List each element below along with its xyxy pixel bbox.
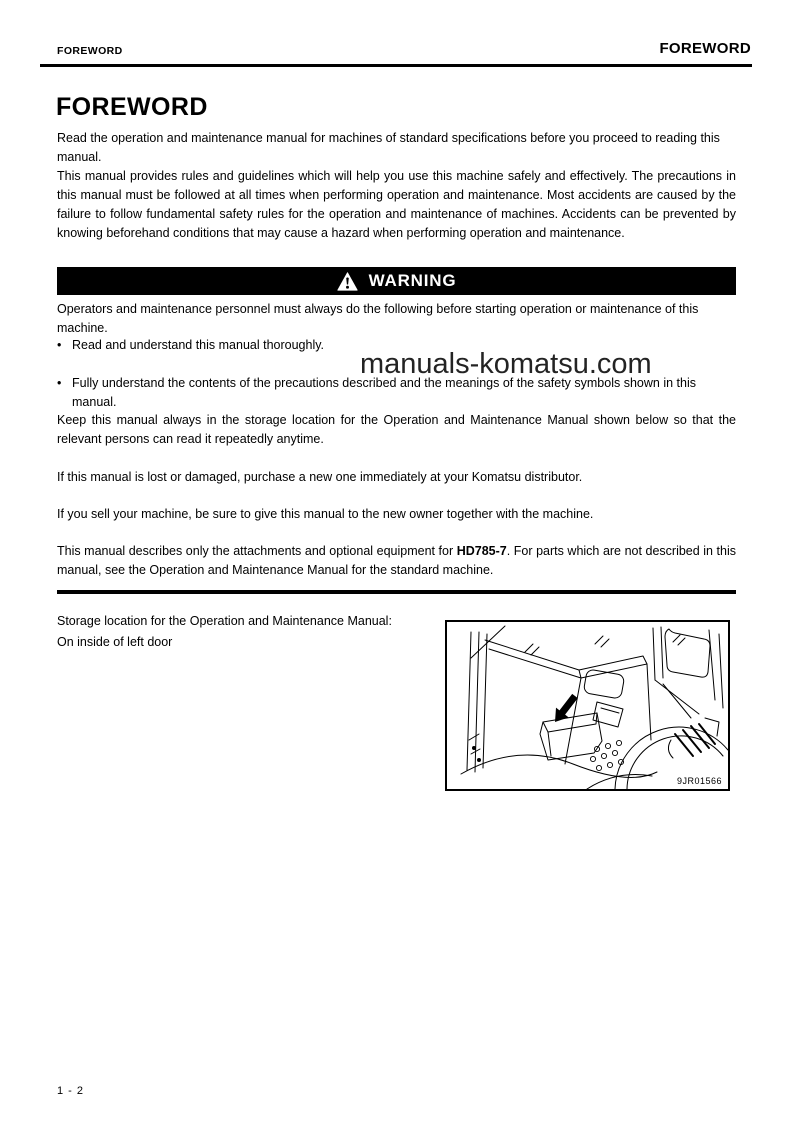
note-text-before: This manual describes only the attachments and optional equipment for bbox=[57, 544, 457, 558]
paragraph-keep-manual: Keep this manual always in the storage location for the Operation and Maintenance Manual shown below so that the relevant persons can read it repeatedly anytime. bbox=[57, 413, 736, 446]
cab-interior-line-drawing bbox=[447, 622, 728, 789]
paragraph-lost-damaged: If this manual is lost or damaged, purchase a new one immediately at your Komatsu distributor. bbox=[57, 470, 583, 484]
storage-location-figure bbox=[445, 620, 730, 791]
warning-lead-text: Operators and maintenance personnel must always do the following before starting operation or maintenance of this machine. bbox=[57, 302, 699, 335]
bullet-text: Read and understand this manual thoroughly. bbox=[72, 338, 325, 352]
note-model-number: HD785-7 bbox=[456, 544, 507, 558]
intro-paragraphs bbox=[57, 129, 736, 243]
paragraph-attachments-note bbox=[57, 542, 736, 580]
page-title: FOREWORD bbox=[56, 93, 208, 121]
header-right-label: FOREWORD bbox=[659, 40, 751, 57]
site-watermark: manuals-komatsu.com bbox=[360, 348, 652, 380]
warning-label: WARNING bbox=[368, 271, 457, 290]
note-text-after: . For parts which are not described in this manual, see the Operation and Maintenance Manual for the standard machine. bbox=[57, 544, 736, 577]
header-rule bbox=[40, 64, 752, 67]
warning-triangle-icon bbox=[337, 272, 358, 291]
paragraph-sell-machine: If you sell your machine, be sure to give this manual to the new owner together with the machine. bbox=[57, 507, 594, 521]
header-left-label: FOREWORD bbox=[57, 45, 123, 57]
bullet-text: Fully understand the contents of the precautions described and the meanings of the safety symbols shown in this manual. bbox=[72, 376, 696, 409]
figure-caption: 9JR01566 bbox=[676, 776, 722, 786]
intro-paragraph-2: This manual provides rules and guidelines which will help you use this machine safely and effectively. The precautions in this manual must be followed at all times when performing operation and maintenance. Most accidents are caused by the failure to follow fundamental safety rules for the operation and maintenance of machines. Accidents can be prevented by knowing beforehand conditions that may cause a hazard when performing operation and maintenance. bbox=[57, 169, 736, 240]
storage-location-line1: Storage location for the Operation and Maintenance Manual: bbox=[57, 614, 392, 628]
intro-paragraph-1: Read the operation and maintenance manual for machines of standard specifications before you proceed to reading this manual. bbox=[57, 131, 720, 164]
page-number: 1 - 2 bbox=[57, 1085, 85, 1097]
warning-banner bbox=[57, 267, 736, 295]
storage-location-line2: On inside of left door bbox=[57, 635, 173, 649]
bullet-marker: • bbox=[57, 376, 62, 390]
bullet-marker: • bbox=[57, 338, 62, 352]
section-divider-rule bbox=[57, 590, 736, 594]
